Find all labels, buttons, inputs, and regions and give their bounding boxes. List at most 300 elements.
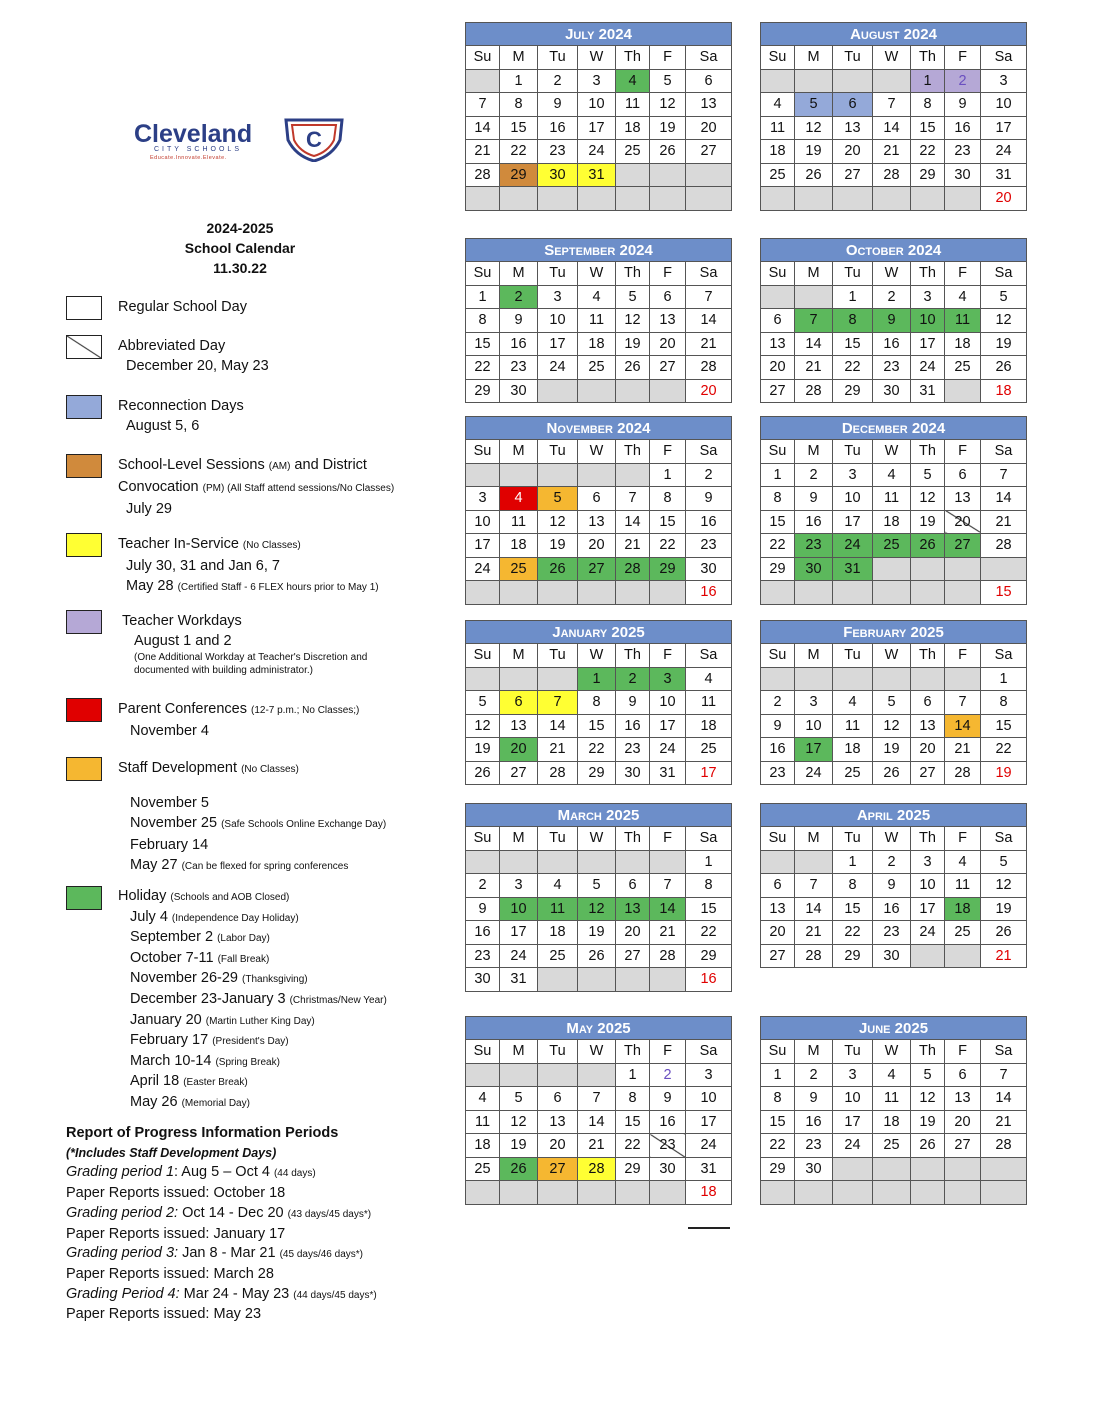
day-cell: 6 <box>578 487 616 511</box>
empty-cell <box>538 1181 578 1205</box>
day-cell: 27 <box>616 944 650 968</box>
day-cell: 21 <box>981 1110 1027 1134</box>
day-cell: 16 <box>466 921 500 945</box>
day-cell: 31 <box>500 968 538 992</box>
month-title: October 2024 <box>761 239 1027 262</box>
empty-cell <box>578 379 616 403</box>
day-cell: 8 <box>466 309 500 333</box>
day-cell: 3 <box>833 1063 873 1087</box>
weekday-header: Tu <box>833 440 873 464</box>
holiday-note: (Labor Day) <box>217 933 270 945</box>
day-cell: 9 <box>616 691 650 715</box>
grading-period-range: Jan 8 - Mar 21 <box>178 1245 276 1262</box>
day-cell: 13 <box>945 1087 981 1111</box>
day-cell: 8 <box>981 691 1027 715</box>
day-cell: 27 <box>761 379 795 403</box>
day-cell: 30 <box>873 944 911 968</box>
day-cell: 26 <box>981 356 1027 380</box>
day-cell: 30 <box>650 1157 686 1181</box>
paper-report-date: Paper Reports issued: October 18 <box>66 1185 286 1202</box>
shield-letter: C <box>306 127 322 152</box>
empty-cell <box>578 463 616 487</box>
empty-cell <box>833 69 873 93</box>
day-cell: 1 <box>650 463 686 487</box>
empty-cell <box>616 463 650 487</box>
day-cell: 18 <box>873 510 911 534</box>
legend-dates: November 25 <box>130 815 218 831</box>
day-cell: 25 <box>873 1134 911 1158</box>
empty-cell <box>833 581 873 605</box>
empty-cell <box>833 187 873 211</box>
day-cell: 7 <box>578 1087 616 1111</box>
weekday-header: F <box>650 827 686 851</box>
day-cell: 6 <box>761 874 795 898</box>
day-cell: 28 <box>981 1134 1027 1158</box>
day-cell: 24 <box>833 534 873 558</box>
day-cell: 23 <box>500 356 538 380</box>
empty-cell <box>650 163 686 187</box>
empty-cell <box>616 581 650 605</box>
day-cell: 17 <box>981 116 1027 140</box>
day-cell: 20 <box>945 1110 981 1134</box>
weekday-header: Th <box>616 827 650 851</box>
day-cell: 5 <box>650 69 686 93</box>
legend-dates: February 14 <box>130 837 209 853</box>
day-cell: 8 <box>616 1087 650 1111</box>
day-cell: 14 <box>981 487 1027 511</box>
empty-cell <box>500 667 538 691</box>
day-cell: 28 <box>873 163 911 187</box>
day-cell: 17 <box>686 1110 732 1134</box>
month-title: November 2024 <box>466 417 732 440</box>
day-cell: 9 <box>945 93 981 117</box>
day-cell: 2 <box>650 1063 686 1087</box>
day-cell: 22 <box>761 1134 795 1158</box>
day-cell: 24 <box>833 1134 873 1158</box>
day-cell: 1 <box>981 667 1027 691</box>
grading-period-label: Grading Period 4: <box>66 1285 180 1302</box>
day-cell: 12 <box>578 897 616 921</box>
legend-swatch-holiday <box>66 886 102 910</box>
empty-cell <box>795 69 833 93</box>
day-cell: 11 <box>538 897 578 921</box>
empty-cell <box>795 285 833 309</box>
day-cell: 17 <box>650 714 686 738</box>
day-cell: 11 <box>945 309 981 333</box>
month-calendar <box>760 620 1027 785</box>
legend-dates: May 28 <box>126 578 174 594</box>
weekday-header: Tu <box>538 46 578 70</box>
day-cell: 28 <box>650 944 686 968</box>
day-cell: 17 <box>911 897 945 921</box>
weekday-header: Tu <box>833 644 873 668</box>
day-cell: 27 <box>650 356 686 380</box>
day-cell: 13 <box>616 897 650 921</box>
day-cell: 10 <box>911 874 945 898</box>
day-cell: 24 <box>650 738 686 762</box>
weekday-header: Su <box>761 827 795 851</box>
legend-label: Abbreviated Day <box>118 338 226 354</box>
holiday-note: (Fall Break) <box>217 953 270 965</box>
day-cell: 8 <box>686 874 732 898</box>
day-cell: 13 <box>911 714 945 738</box>
day-cell: 12 <box>795 116 833 140</box>
day-cell: 21 <box>795 356 833 380</box>
day-cell: 12 <box>500 1110 538 1134</box>
day-cell: 6 <box>538 1087 578 1111</box>
legend-note: (Schools and AOB Closed) <box>170 892 290 903</box>
day-cell: 25 <box>873 534 911 558</box>
day-cell: 7 <box>795 309 833 333</box>
day-cell: 19 <box>650 116 686 140</box>
day-cell: 1 <box>616 1063 650 1087</box>
day-cell: 21 <box>650 921 686 945</box>
weekday-header: Su <box>466 262 500 286</box>
day-cell: 17 <box>833 1110 873 1134</box>
weekday-header: M <box>795 440 833 464</box>
day-cell: 29 <box>650 557 686 581</box>
month-calendar <box>465 416 732 605</box>
legend-swatch-workdays <box>66 610 102 634</box>
empty-cell <box>981 557 1027 581</box>
day-cell: 29 <box>578 761 616 785</box>
day-cell: 7 <box>945 691 981 715</box>
day-cell: 3 <box>650 667 686 691</box>
day-cell: 23 <box>686 534 732 558</box>
calendar-title <box>130 218 350 278</box>
month-title: March 2025 <box>466 804 732 827</box>
weekday-header: M <box>795 262 833 286</box>
day-cell: 19 <box>981 332 1027 356</box>
day-cell: 4 <box>873 1063 911 1087</box>
grading-period-label: Grading period 1 <box>66 1164 175 1181</box>
day-cell: 5 <box>500 1087 538 1111</box>
empty-cell <box>833 1157 873 1181</box>
weekday-header: Th <box>911 1040 945 1064</box>
day-cell: 29 <box>616 1157 650 1181</box>
day-cell: 26 <box>873 761 911 785</box>
day-cell: 5 <box>911 463 945 487</box>
day-cell: 9 <box>761 714 795 738</box>
legend-label: Holiday <box>118 888 167 904</box>
day-cell: 2 <box>873 285 911 309</box>
month-title: June 2025 <box>761 1017 1027 1040</box>
day-cell: 24 <box>981 140 1027 164</box>
day-cell: 21 <box>795 921 833 945</box>
weekday-header: M <box>500 440 538 464</box>
day-cell: 4 <box>686 667 732 691</box>
day-cell: 13 <box>761 897 795 921</box>
day-cell: 9 <box>538 93 578 117</box>
weekday-header: Tu <box>833 46 873 70</box>
weekday-header: F <box>650 644 686 668</box>
day-cell: 26 <box>981 921 1027 945</box>
logo-wordmark: Cleveland <box>134 120 253 148</box>
empty-cell <box>945 1157 981 1181</box>
month-calendar <box>760 416 1027 605</box>
weekday-header: M <box>500 262 538 286</box>
weekday-header: Su <box>761 46 795 70</box>
legend-note: (PM) (All Staff attend sessions/No Classes) <box>202 483 395 494</box>
day-cell: 23 <box>616 738 650 762</box>
day-cell: 21 <box>616 534 650 558</box>
empty-cell <box>761 581 795 605</box>
empty-cell <box>945 379 981 403</box>
weekday-header: M <box>500 1040 538 1064</box>
school-day-count: 21 <box>981 944 1027 968</box>
weekday-header: Th <box>911 644 945 668</box>
day-cell: 30 <box>538 163 578 187</box>
day-cell: 8 <box>911 93 945 117</box>
day-cell: 22 <box>981 738 1027 762</box>
weekday-header: W <box>873 644 911 668</box>
day-cell: 7 <box>686 285 732 309</box>
day-cell: 6 <box>500 691 538 715</box>
legend-note: (No Classes) <box>242 540 301 551</box>
empty-cell <box>761 850 795 874</box>
month-title: August 2024 <box>761 23 1027 46</box>
day-cell: 20 <box>833 140 873 164</box>
empty-cell <box>466 187 500 211</box>
legend-note: (AM) <box>268 461 291 472</box>
empty-cell <box>945 667 981 691</box>
day-cell: 10 <box>500 897 538 921</box>
day-cell: 1 <box>686 850 732 874</box>
grading-period-label: Grading period 2: <box>66 1204 179 1221</box>
day-cell: 14 <box>578 1110 616 1134</box>
day-cell: 1 <box>578 667 616 691</box>
logo-tagline: Educate.Innovate.Elevate. <box>150 155 227 161</box>
day-cell: 30 <box>945 163 981 187</box>
day-cell: 29 <box>500 163 538 187</box>
empty-cell <box>538 463 578 487</box>
empty-cell <box>795 850 833 874</box>
day-cell: 6 <box>911 691 945 715</box>
day-cell: 22 <box>686 921 732 945</box>
day-cell: 23 <box>795 1134 833 1158</box>
empty-cell <box>911 1157 945 1181</box>
day-cell: 24 <box>795 761 833 785</box>
empty-cell <box>945 1181 981 1205</box>
day-cell: 25 <box>578 356 616 380</box>
day-cell: 5 <box>616 285 650 309</box>
day-cell: 22 <box>911 140 945 164</box>
day-cell: 9 <box>500 309 538 333</box>
day-cell: 25 <box>833 761 873 785</box>
day-cell: 21 <box>686 332 732 356</box>
empty-cell <box>761 667 795 691</box>
day-cell: 25 <box>686 738 732 762</box>
day-cell: 20 <box>650 332 686 356</box>
day-cell: 23 <box>873 356 911 380</box>
weekday-header: W <box>578 262 616 286</box>
day-cell: 1 <box>500 69 538 93</box>
month-calendar <box>465 22 732 211</box>
report-subheading: (*Includes Staff Development Days) <box>66 1145 277 1160</box>
empty-cell <box>578 581 616 605</box>
day-cell: 7 <box>650 874 686 898</box>
report-heading: Report of Progress Information Periods <box>66 1125 339 1141</box>
day-cell: 12 <box>981 309 1027 333</box>
day-cell: 12 <box>616 309 650 333</box>
day-cell: 6 <box>945 463 981 487</box>
empty-cell <box>795 581 833 605</box>
day-cell: 4 <box>466 1087 500 1111</box>
empty-cell <box>578 968 616 992</box>
empty-cell <box>616 187 650 211</box>
weekday-header: Th <box>616 46 650 70</box>
day-cell: 19 <box>500 1134 538 1158</box>
day-cell: 30 <box>795 557 833 581</box>
day-cell: 27 <box>945 1134 981 1158</box>
day-cell: 10 <box>795 714 833 738</box>
empty-cell <box>616 163 650 187</box>
day-cell: 25 <box>945 921 981 945</box>
day-cell: 14 <box>466 116 500 140</box>
legend-label: Reconnection Days <box>118 398 244 414</box>
day-cell: 21 <box>538 738 578 762</box>
day-cell: 28 <box>945 761 981 785</box>
day-cell: 1 <box>833 285 873 309</box>
day-cell: 2 <box>873 850 911 874</box>
day-cell: 20 <box>686 116 732 140</box>
day-cell: 17 <box>538 332 578 356</box>
day-cell: 13 <box>650 309 686 333</box>
day-cell: 31 <box>686 1157 732 1181</box>
day-cell: 20 <box>761 921 795 945</box>
weekday-header: Sa <box>686 440 732 464</box>
day-cell: 19 <box>538 534 578 558</box>
day-cell: 17 <box>911 332 945 356</box>
empty-cell <box>616 379 650 403</box>
empty-cell <box>616 850 650 874</box>
empty-cell <box>911 581 945 605</box>
day-cell: 8 <box>833 874 873 898</box>
day-cell: 20 <box>761 356 795 380</box>
month-calendar <box>760 1016 1027 1205</box>
school-day-count: 16 <box>686 581 732 605</box>
empty-cell <box>911 557 945 581</box>
day-cell: 10 <box>466 510 500 534</box>
empty-cell <box>761 69 795 93</box>
empty-cell <box>873 557 911 581</box>
day-cell: 13 <box>945 487 981 511</box>
weekday-header: Su <box>761 262 795 286</box>
day-cell: 6 <box>945 1063 981 1087</box>
weekday-header: Th <box>616 644 650 668</box>
day-cell: 11 <box>500 510 538 534</box>
weekday-header: F <box>650 46 686 70</box>
empty-cell <box>981 1157 1027 1181</box>
day-cell: 26 <box>538 557 578 581</box>
day-cell: 22 <box>500 140 538 164</box>
weekday-header: Su <box>761 440 795 464</box>
empty-cell <box>833 1181 873 1205</box>
day-cell: 16 <box>686 510 732 534</box>
weekday-header: W <box>578 644 616 668</box>
empty-cell <box>500 581 538 605</box>
legend-dates: November 5 <box>130 795 209 811</box>
day-cell: 27 <box>578 557 616 581</box>
day-cell: 8 <box>578 691 616 715</box>
day-cell: 15 <box>616 1110 650 1134</box>
weekday-header: Su <box>466 1040 500 1064</box>
month-calendar <box>465 238 732 403</box>
day-cell: 18 <box>873 1110 911 1134</box>
day-cell: 18 <box>686 714 732 738</box>
day-cell: 9 <box>686 487 732 511</box>
holiday-note: (President's Day) <box>212 1036 289 1048</box>
day-cell: 24 <box>578 140 616 164</box>
day-cell: 9 <box>873 874 911 898</box>
weekday-header: Tu <box>538 440 578 464</box>
day-cell: 18 <box>761 140 795 164</box>
day-cell: 16 <box>945 116 981 140</box>
day-cell: 5 <box>795 93 833 117</box>
weekday-header: Sa <box>686 644 732 668</box>
day-cell: 22 <box>578 738 616 762</box>
empty-cell <box>538 581 578 605</box>
day-cell: 5 <box>466 691 500 715</box>
day-cell: 13 <box>578 510 616 534</box>
weekday-header: W <box>578 440 616 464</box>
day-cell: 15 <box>500 116 538 140</box>
day-cell: 28 <box>795 379 833 403</box>
legend-note: (One Additional Workday at Teacher's Discretion and <box>134 652 368 663</box>
day-cell: 2 <box>616 667 650 691</box>
day-cell: 1 <box>911 69 945 93</box>
day-cell: 5 <box>578 874 616 898</box>
legend-note: (No Classes) <box>241 764 299 775</box>
weekday-header: F <box>945 262 981 286</box>
holiday-note: (Thanksgiving) <box>242 974 308 986</box>
weekday-header: Tu <box>538 644 578 668</box>
weekday-header: Tu <box>538 1040 578 1064</box>
grading-period-days: (44 days) <box>273 1168 316 1180</box>
day-cell: 30 <box>873 379 911 403</box>
day-cell: 22 <box>650 534 686 558</box>
empty-cell <box>466 850 500 874</box>
weekday-header: M <box>500 644 538 668</box>
weekday-header: M <box>500 827 538 851</box>
day-cell: 16 <box>795 510 833 534</box>
day-cell: 14 <box>650 897 686 921</box>
month-title: January 2025 <box>466 621 732 644</box>
legend-label: Staff Development <box>118 760 238 776</box>
day-cell: 25 <box>466 1157 500 1181</box>
day-cell: 29 <box>911 163 945 187</box>
day-cell: 10 <box>538 309 578 333</box>
weekday-header: W <box>873 1040 911 1064</box>
legend-dates: December 20, May 23 <box>126 358 269 374</box>
weekday-header: M <box>795 827 833 851</box>
grading-period-range: Mar 24 - May 23 <box>179 1285 290 1302</box>
empty-cell <box>466 1063 500 1087</box>
day-cell: 19 <box>981 897 1027 921</box>
day-cell: 2 <box>945 69 981 93</box>
day-cell: 7 <box>538 691 578 715</box>
day-cell: 19 <box>616 332 650 356</box>
day-cell: 17 <box>466 534 500 558</box>
day-cell: 22 <box>616 1134 650 1158</box>
day-cell: 18 <box>945 897 981 921</box>
weekday-header: Sa <box>686 1040 732 1064</box>
day-cell: 14 <box>981 1087 1027 1111</box>
weekday-header: Sa <box>981 46 1027 70</box>
empty-cell <box>538 187 578 211</box>
empty-cell <box>650 187 686 211</box>
empty-cell <box>795 187 833 211</box>
